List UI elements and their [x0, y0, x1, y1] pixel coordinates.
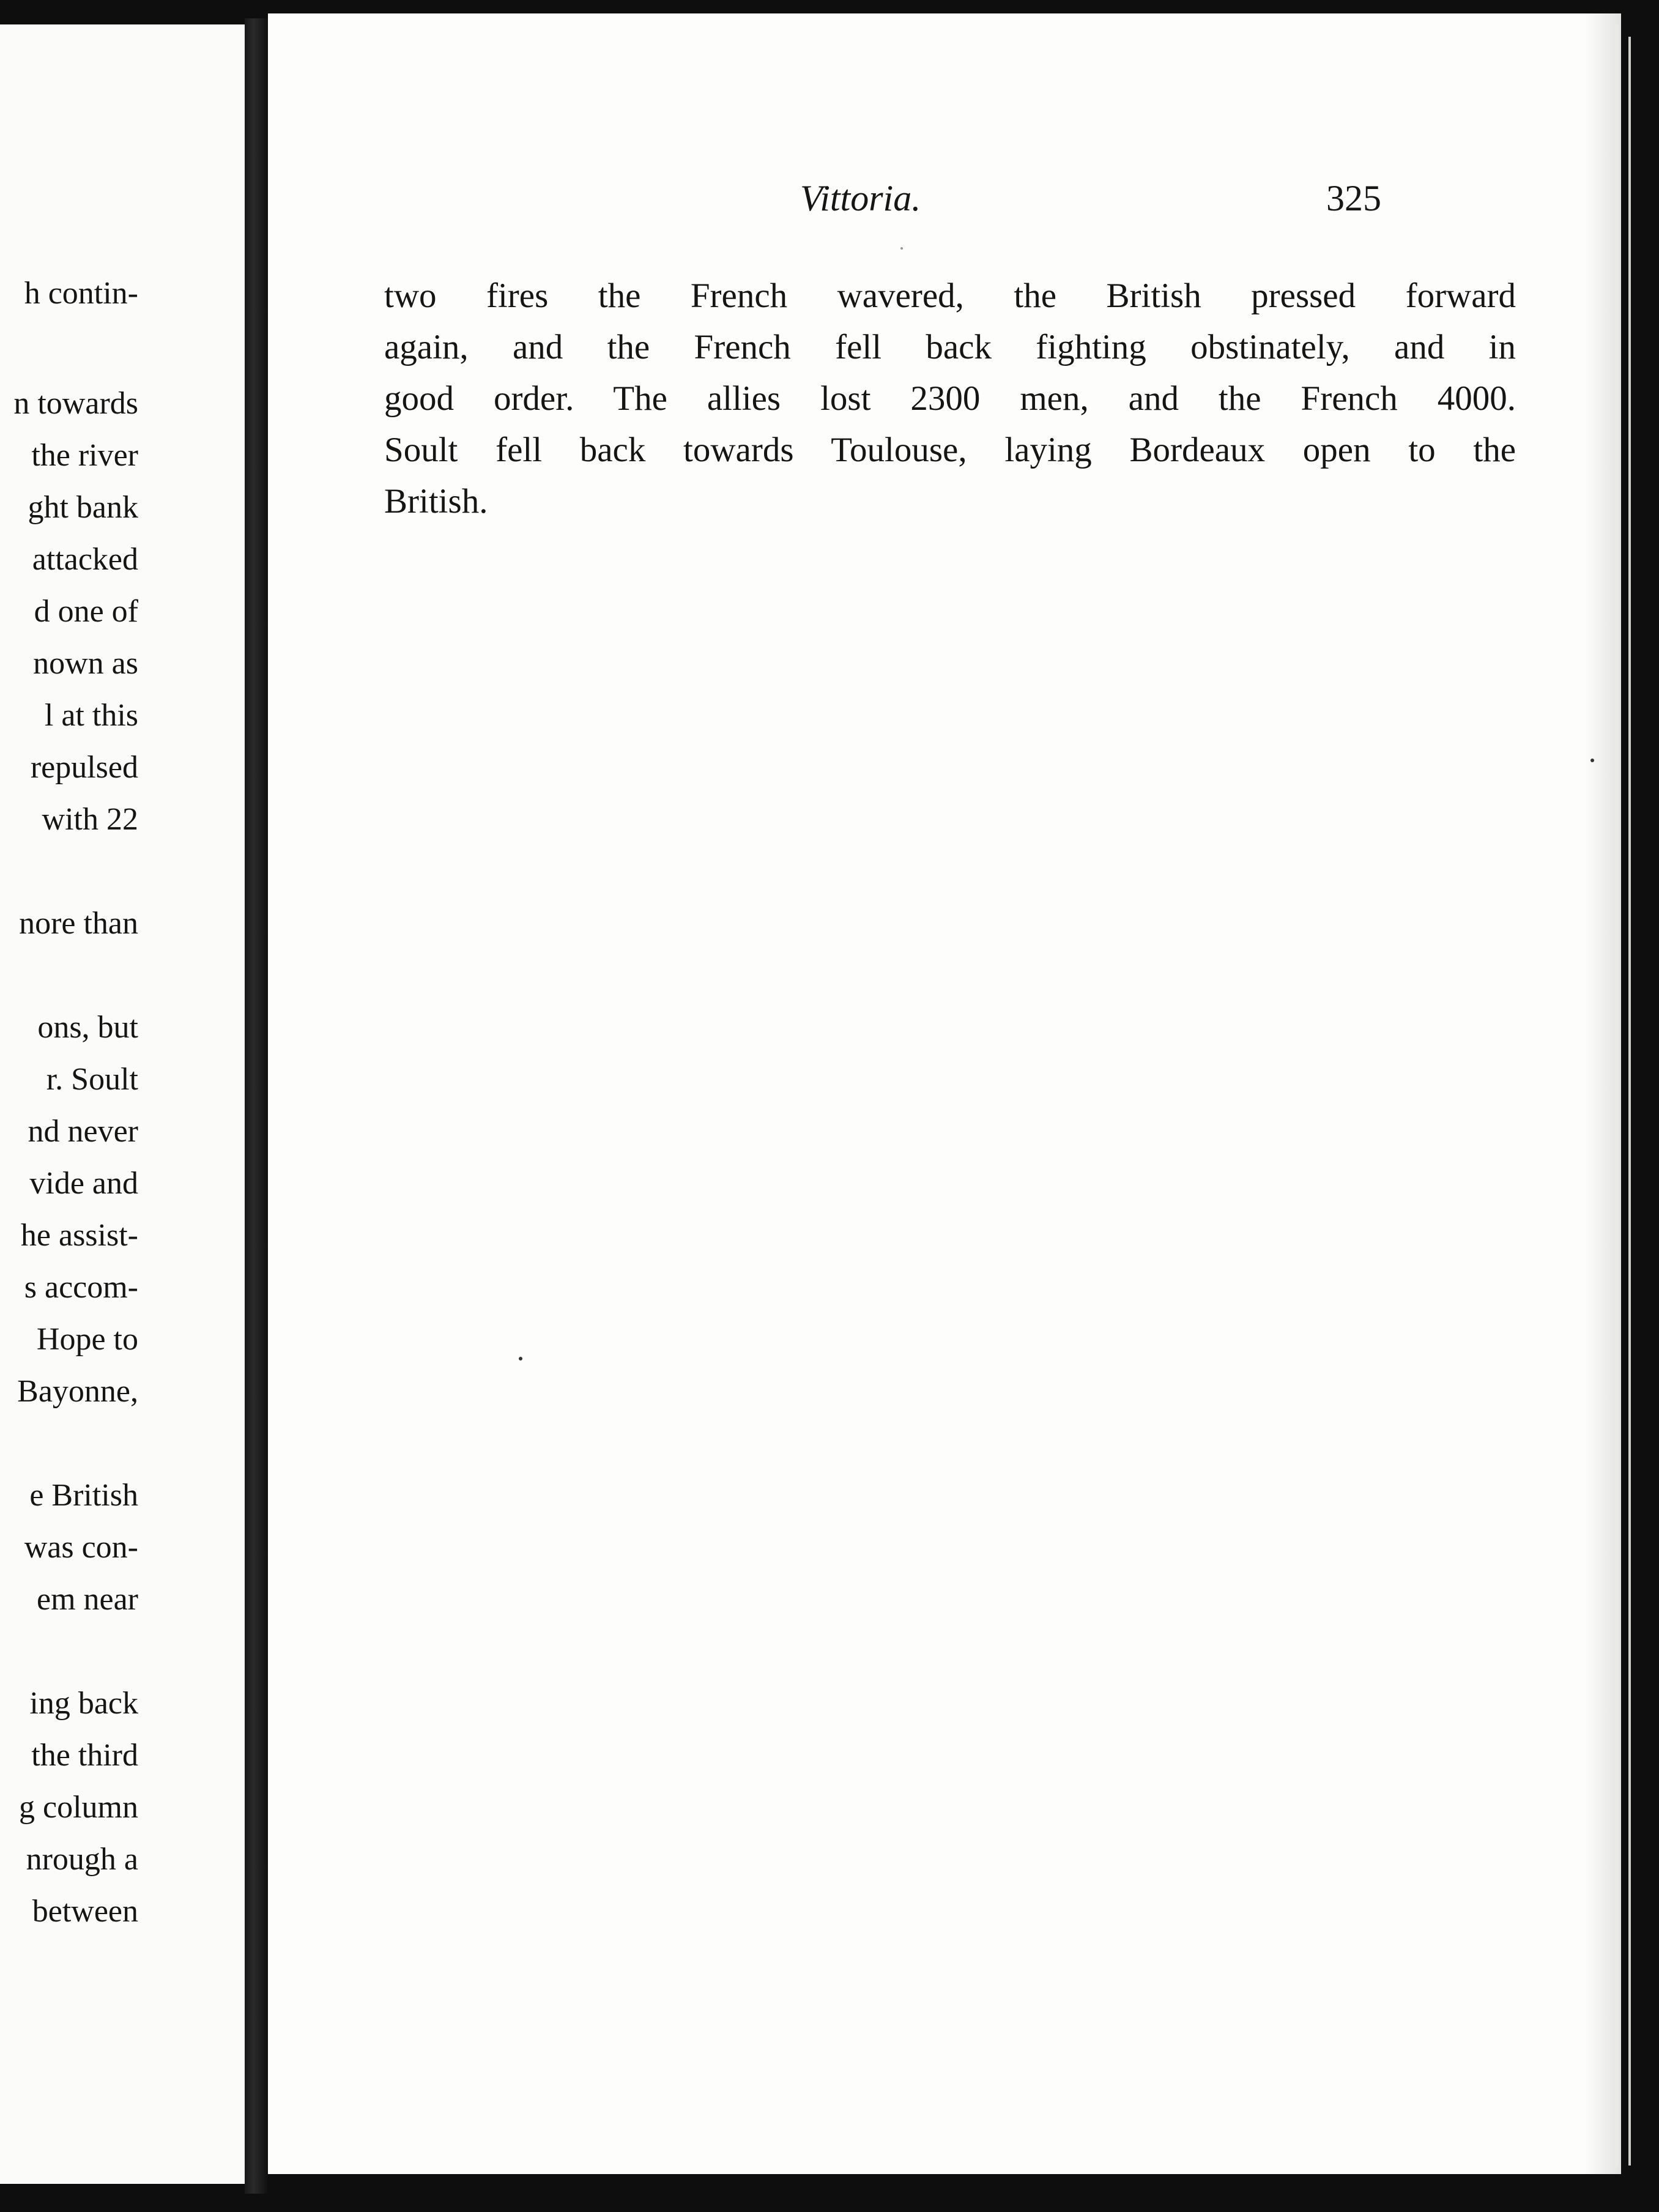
left-page-line: with 22 — [42, 802, 138, 837]
left-page — [0, 24, 245, 2184]
left-page-line: was con- — [24, 1530, 138, 1565]
left-page-line: g column — [19, 1790, 138, 1825]
page-number: 325 — [1326, 178, 1381, 218]
left-page-line: e British — [29, 1478, 138, 1513]
left-page-line: nore than — [19, 906, 138, 941]
left-page-line: vide and — [29, 1166, 138, 1201]
body-line: good order. The allies lost 2300 men, and the French 4000. — [384, 379, 1516, 418]
left-page-line: l at this — [44, 698, 138, 733]
body-line: two fires the French wavered, the British pressed forward — [384, 276, 1516, 315]
running-head: Vittoria. — [800, 178, 921, 218]
left-page-line: Hope to — [36, 1322, 138, 1357]
left-page-line: ons, but — [37, 1010, 138, 1045]
body-line: British. — [384, 482, 488, 521]
left-page-line: the river — [31, 438, 138, 473]
left-page-line: between — [32, 1894, 138, 1929]
left-page-line: nown as — [33, 646, 138, 681]
left-page-line: the third — [31, 1738, 138, 1773]
left-page-line: s accom- — [24, 1270, 138, 1305]
left-page-line: he assist- — [20, 1218, 138, 1253]
left-page-line: Bayonne, — [17, 1374, 138, 1409]
left-page-line: repulsed — [30, 750, 138, 785]
body-paragraph — [384, 270, 1516, 527]
body-line: again, and the French fell back fighting obstinately, and in — [384, 328, 1516, 366]
body-line: Soult fell back towards Toulouse, laying Bordeaux open to the — [384, 431, 1516, 469]
left-page-line: attacked — [32, 542, 138, 577]
page-edge — [1615, 24, 1619, 2166]
scan-speck — [519, 1357, 522, 1360]
right-page — [268, 13, 1621, 2174]
scan-speck — [1590, 759, 1594, 762]
left-page-line: em near — [36, 1582, 138, 1617]
left-page-line: d one of — [34, 594, 138, 629]
left-page-line: nrough a — [26, 1842, 138, 1877]
book-gutter — [245, 18, 268, 2194]
left-page-line: n towards — [13, 386, 138, 421]
left-page-line: ght bank — [28, 490, 138, 525]
left-page-line: r. Soult — [46, 1062, 138, 1097]
left-page-line: ing back — [29, 1686, 138, 1721]
left-page-line: nd never — [28, 1114, 138, 1149]
page-edge — [1628, 37, 1631, 2166]
scan-speck — [900, 247, 903, 250]
left-page-line: h contin- — [24, 276, 138, 311]
